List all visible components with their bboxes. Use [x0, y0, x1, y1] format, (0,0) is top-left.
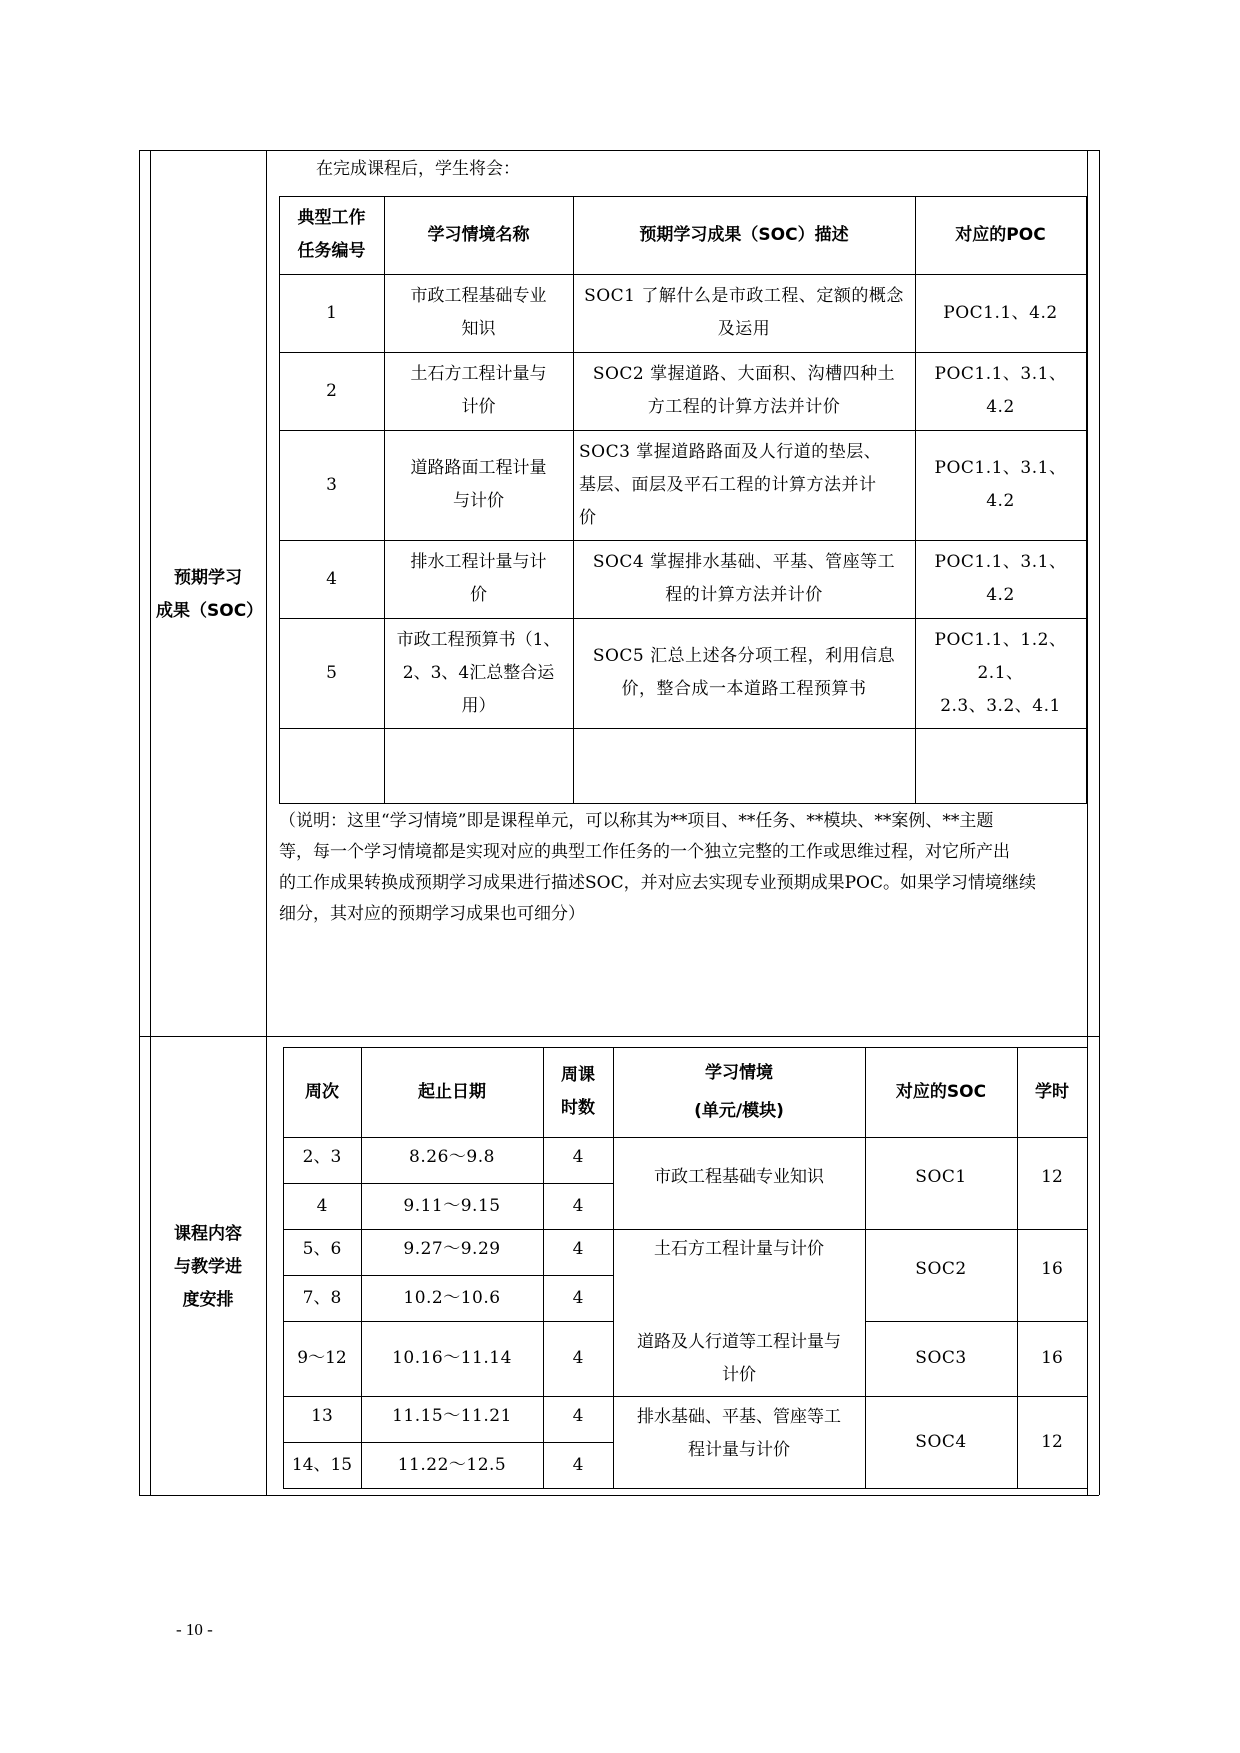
soc-row-5-num: 5 [326, 662, 337, 683]
schedule-table-vline [1087, 1047, 1088, 1488]
schedule-group-2-soc: SOC2 [915, 1258, 967, 1279]
schedule-header-week: 周次 [305, 1081, 339, 1102]
schedule-row-7-hours: 4 [572, 1454, 584, 1475]
schedule-row-4-hours: 4 [572, 1287, 584, 1308]
soc-note-line: （说明：这里“学习情境”即是课程单元，可以称其为**项目、**任务、**模块、**案例、**主题 [279, 811, 994, 831]
schedule-header-total: 学时 [1035, 1081, 1069, 1102]
soc-table-line [279, 728, 1087, 729]
soc-note-line: 等，每一个学习情境都是实现对应的典型工作任务的一个独立完整的工作或思维过程，对它所产出 [279, 842, 1010, 862]
soc-row-2-name: 土石方工程计量与 计价 [410, 364, 547, 417]
schedule-label-line2: 与教学进 [174, 1257, 242, 1277]
schedule-header-unit: 学习情境 (单元/模块) [694, 1063, 784, 1121]
schedule-row-7-week: 14、15 [291, 1454, 353, 1475]
soc-row-2-poc: POC1.1、3.1、4.2 [934, 364, 1067, 417]
schedule-header-soc: 对应的SOC [895, 1081, 987, 1102]
soc-row-3-poc: POC1.1、3.1、4.2 [934, 458, 1067, 511]
soc-row-3-num: 3 [326, 474, 337, 495]
schedule-group-4-total: 12 [1041, 1431, 1063, 1452]
soc-header-description: 预期学习成果（SOC）描述 [639, 224, 849, 245]
schedule-group-4-soc: SOC4 [915, 1431, 967, 1452]
soc-row-4-poc: POC1.1、3.1、4.2 [934, 552, 1067, 605]
soc-header-task-number: 典型工作 任务编号 [297, 208, 366, 261]
schedule-row-1-hours: 4 [572, 1146, 584, 1167]
soc-row-1-name: 市政工程基础专业 知识 [410, 286, 547, 339]
soc-note-line: 的工作成果转换成预期学习成果进行描述SOC，并对应去实现专业预期成果POC。如果学习情境继续 [279, 873, 1036, 893]
schedule-group-1-soc: SOC1 [915, 1166, 967, 1187]
schedule-group-3-total: 16 [1041, 1348, 1063, 1368]
schedule-section-label [150, 1215, 266, 1320]
soc-row-5-poc: POC1.1、1.2、2.1、 2.3、3.2、4.1 [934, 629, 1067, 716]
schedule-group-1-total: 12 [1041, 1166, 1063, 1187]
schedule-row-5-week: 9～12 [297, 1348, 347, 1368]
soc-label-line2: 成果（SOC） [156, 601, 264, 621]
page-number: - 10 - [176, 1620, 213, 1639]
schedule-row-5-dates: 10.16～11.14 [392, 1348, 512, 1368]
label-column-border-b [266, 150, 267, 1495]
soc-row-4-name: 排水工程计量与计 价 [410, 552, 547, 605]
schedule-row-3-dates: 9.27～9.29 [403, 1238, 501, 1259]
schedule-row-2-hours: 4 [572, 1195, 584, 1216]
schedule-table-line [283, 1488, 1087, 1489]
schedule-row-1-week: 2、3 [302, 1146, 342, 1167]
soc-row-1-poc: POC1.1、4.2 [943, 302, 1058, 323]
soc-row-3-name: 道路路面工程计量 与计价 [410, 458, 547, 511]
schedule-row-1-dates: 8.26～9.8 [409, 1146, 495, 1167]
soc-table-line [279, 803, 1087, 804]
soc-note [279, 806, 1087, 930]
outer-left-border [139, 150, 140, 1495]
schedule-row-2-dates: 9.11～9.15 [403, 1195, 501, 1216]
schedule-group-2-total: 16 [1041, 1258, 1063, 1279]
soc-row-1-desc: SOC1 了解什么是市政工程、定额的概念 及运用 [584, 286, 904, 339]
schedule-row-4-dates: 10.2～10.6 [403, 1287, 501, 1308]
soc-header-situation-name: 学习情境名称 [427, 224, 530, 245]
schedule-label-line1: 课程内容 [174, 1224, 242, 1244]
soc-row-4-num: 4 [326, 568, 337, 589]
soc-row-5-desc: SOC5 汇总上述各分项工程，利用信息 价，整合成一本道路工程预算书 [592, 646, 896, 699]
soc-row-3-desc: SOC3 掌握道路路面及人行道的垫层、 基层、面层及平石工程的计算方法并计 价 [579, 441, 882, 528]
schedule-group-1-unit: 市政工程基础专业知识 [654, 1166, 824, 1187]
soc-header-poc: 对应的POC [955, 224, 1046, 245]
schedule-row-6-hours: 4 [572, 1405, 584, 1426]
soc-row-5-name: 市政工程预算书（1、 2、3、4汇总整合运 用） [396, 629, 561, 716]
schedule-label-line3: 度安排 [182, 1290, 234, 1310]
soc-label-line1: 预期学习 [174, 568, 242, 588]
schedule-group-3-unit: 道路及人行道等工程计量与 计价 [637, 1331, 841, 1385]
soc-row-2-num: 2 [326, 380, 337, 401]
schedule-row-5-hours: 4 [572, 1348, 584, 1368]
schedule-row-4-week: 7、8 [302, 1287, 342, 1308]
soc-intro: 在完成课程后，学生将会： [316, 159, 520, 179]
outer-right-border-b [1099, 150, 1100, 1495]
schedule-row-7-dates: 11.22～12.5 [397, 1454, 507, 1475]
schedule-row-6-week: 13 [311, 1405, 333, 1426]
soc-row-2-desc: SOC2 掌握道路、大面积、沟槽四种土 方工程的计算方法并计价 [592, 364, 896, 417]
outer-top-border [139, 150, 1099, 151]
schedule-row-3-week: 5、6 [302, 1238, 342, 1259]
soc-row-1-num: 1 [326, 302, 337, 323]
schedule-header-hours: 周课 时数 [561, 1065, 595, 1118]
soc-note-line: 细分，其对应的预期学习成果也可细分） [279, 904, 585, 924]
schedule-group-2-unit: 土石方工程计量与计价 [654, 1238, 824, 1259]
soc-section-label [150, 560, 266, 630]
schedule-group-4-unit: 排水基础、平基、管座等工 程计量与计价 [637, 1407, 841, 1460]
soc-table-vline [1086, 196, 1087, 803]
schedule-group-3-soc: SOC3 [915, 1348, 967, 1368]
section-divider [139, 1036, 1099, 1037]
soc-row-4-desc: SOC4 掌握排水基础、平基、管座等工 程的计算方法并计价 [592, 552, 896, 605]
schedule-row-6-dates: 11.15～11.21 [392, 1405, 512, 1426]
schedule-row-2-week: 4 [316, 1195, 328, 1216]
outer-bottom-border [139, 1495, 1099, 1496]
schedule-header-dates: 起止日期 [418, 1081, 486, 1102]
schedule-row-3-hours: 4 [572, 1238, 584, 1259]
